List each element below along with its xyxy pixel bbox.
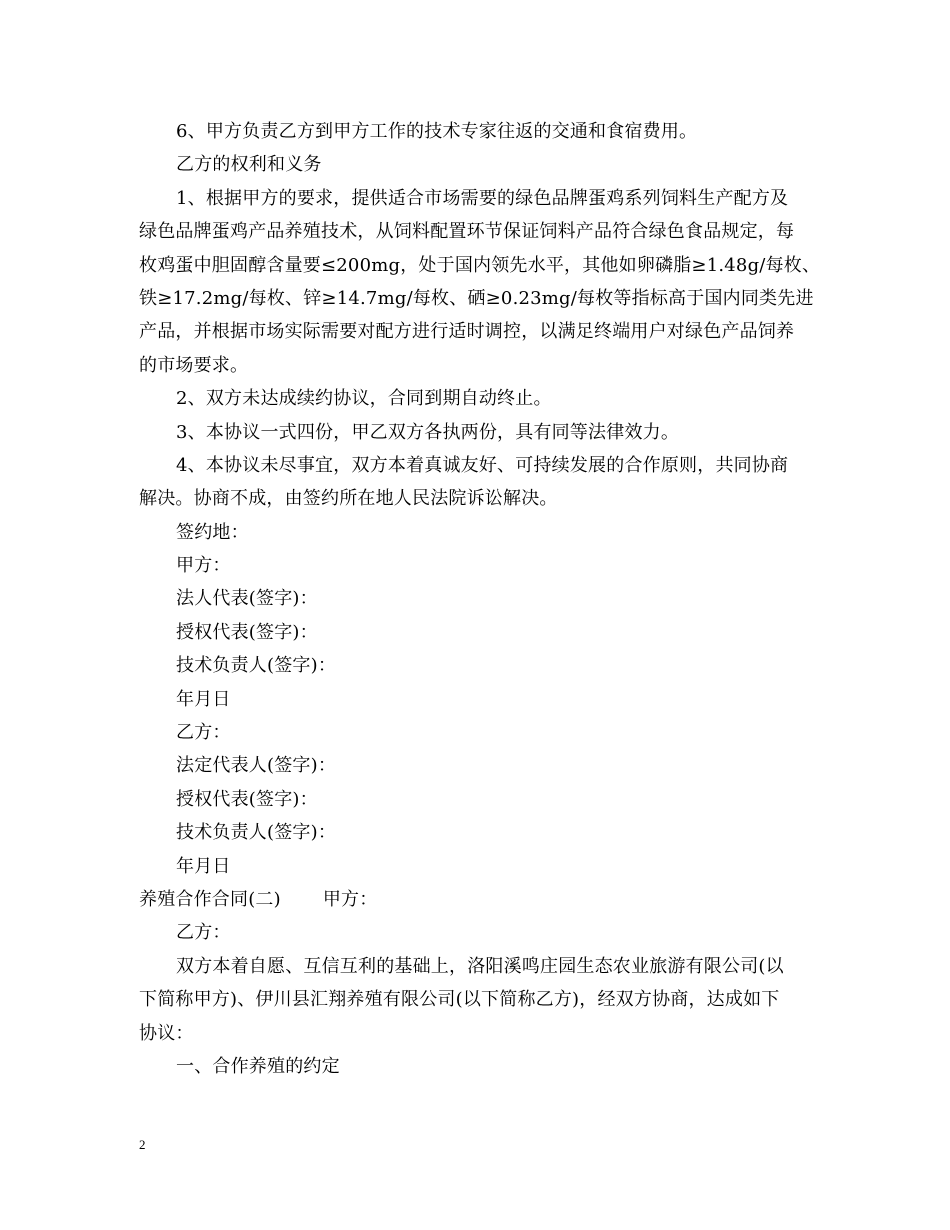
paragraph-line: 的市场要求。 — [139, 354, 249, 376]
paragraph-line: 枚鸡蛋中胆固醇含量要≤200mg，处于国内领先水平，其他如卵磷脂≥1.48g/每枚、 — [139, 254, 821, 276]
section-heading: 一、合作养殖的约定 — [176, 1055, 340, 1077]
signature-field: 授权代表(签字)： — [176, 788, 318, 810]
paragraph-line: 产品，并根据市场实际需要对配方进行适时调控，以满足终端用户对绿色产品饲养 — [139, 321, 795, 343]
contract-title: 养殖合作合同(二) — [139, 888, 281, 910]
paragraph-line: 协议： — [139, 1022, 194, 1044]
signature-field: 法定代表人(签字)： — [176, 755, 337, 777]
paragraph-line: 1、根据甲方的要求，提供适合市场需要的绿色品牌蛋鸡系列饲料生产配方及 — [176, 187, 789, 209]
paragraph-line: 6、甲方负责乙方到甲方工作的技术专家往返的交通和食宿费用。 — [176, 121, 698, 142]
document-body — [139, 115, 821, 1083]
paragraph-line: 3、本协议一式四份，甲乙双方各执两份，具有同等法律效力。 — [176, 421, 680, 443]
page-number: 2 — [139, 1137, 146, 1152]
contract-party-a: 甲方： — [322, 888, 378, 910]
paragraph-line: 下简称甲方)、伊川县汇翔养殖有限公司(以下简称乙方)，经双方协商，达成如下 — [139, 989, 780, 1011]
paragraph-line: 双方本着自愿、互信互利的基础上，洛阳溪鸣庄园生态农业旅游有限公司(以 — [176, 955, 784, 977]
signature-field: 乙方： — [176, 722, 231, 744]
paragraph-line: 绿色品牌蛋鸡产品养殖技术，从饲料配置环节保证饲料产品符合绿色食品规定，每 — [139, 221, 795, 243]
contract-title-row — [139, 883, 811, 916]
date-field: 年月日 — [176, 688, 231, 710]
paragraph-line: 铁≥17.2mg/每枚、锌≥14.7mg/每枚、硒≥0.23mg/每枚等指标高于国内同类先进 — [139, 287, 814, 309]
signature-field: 技术负责人(签字)： — [176, 655, 337, 677]
signature-field: 甲方： — [176, 555, 231, 577]
signature-field: 授权代表(签字)： — [176, 621, 318, 643]
signature-field: 签约地： — [176, 521, 249, 543]
signature-field: 技术负责人(签字)： — [176, 822, 337, 844]
paragraph-line: 解决。协商不成，由签约所在地人民法院诉讼解决。 — [139, 488, 558, 510]
paragraph-line: 4、本协议未尽事宜，双方本着真诚友好、可持续发展的合作原则，共同协商 — [176, 454, 789, 476]
signature-field: 法人代表(签字)： — [176, 588, 318, 610]
signature-field: 乙方： — [176, 922, 231, 944]
section-heading: 乙方的权利和义务 — [176, 154, 322, 176]
paragraph-line: 2、双方未达成续约协议，合同到期自动终止。 — [176, 388, 552, 410]
date-field: 年月日 — [176, 855, 231, 877]
